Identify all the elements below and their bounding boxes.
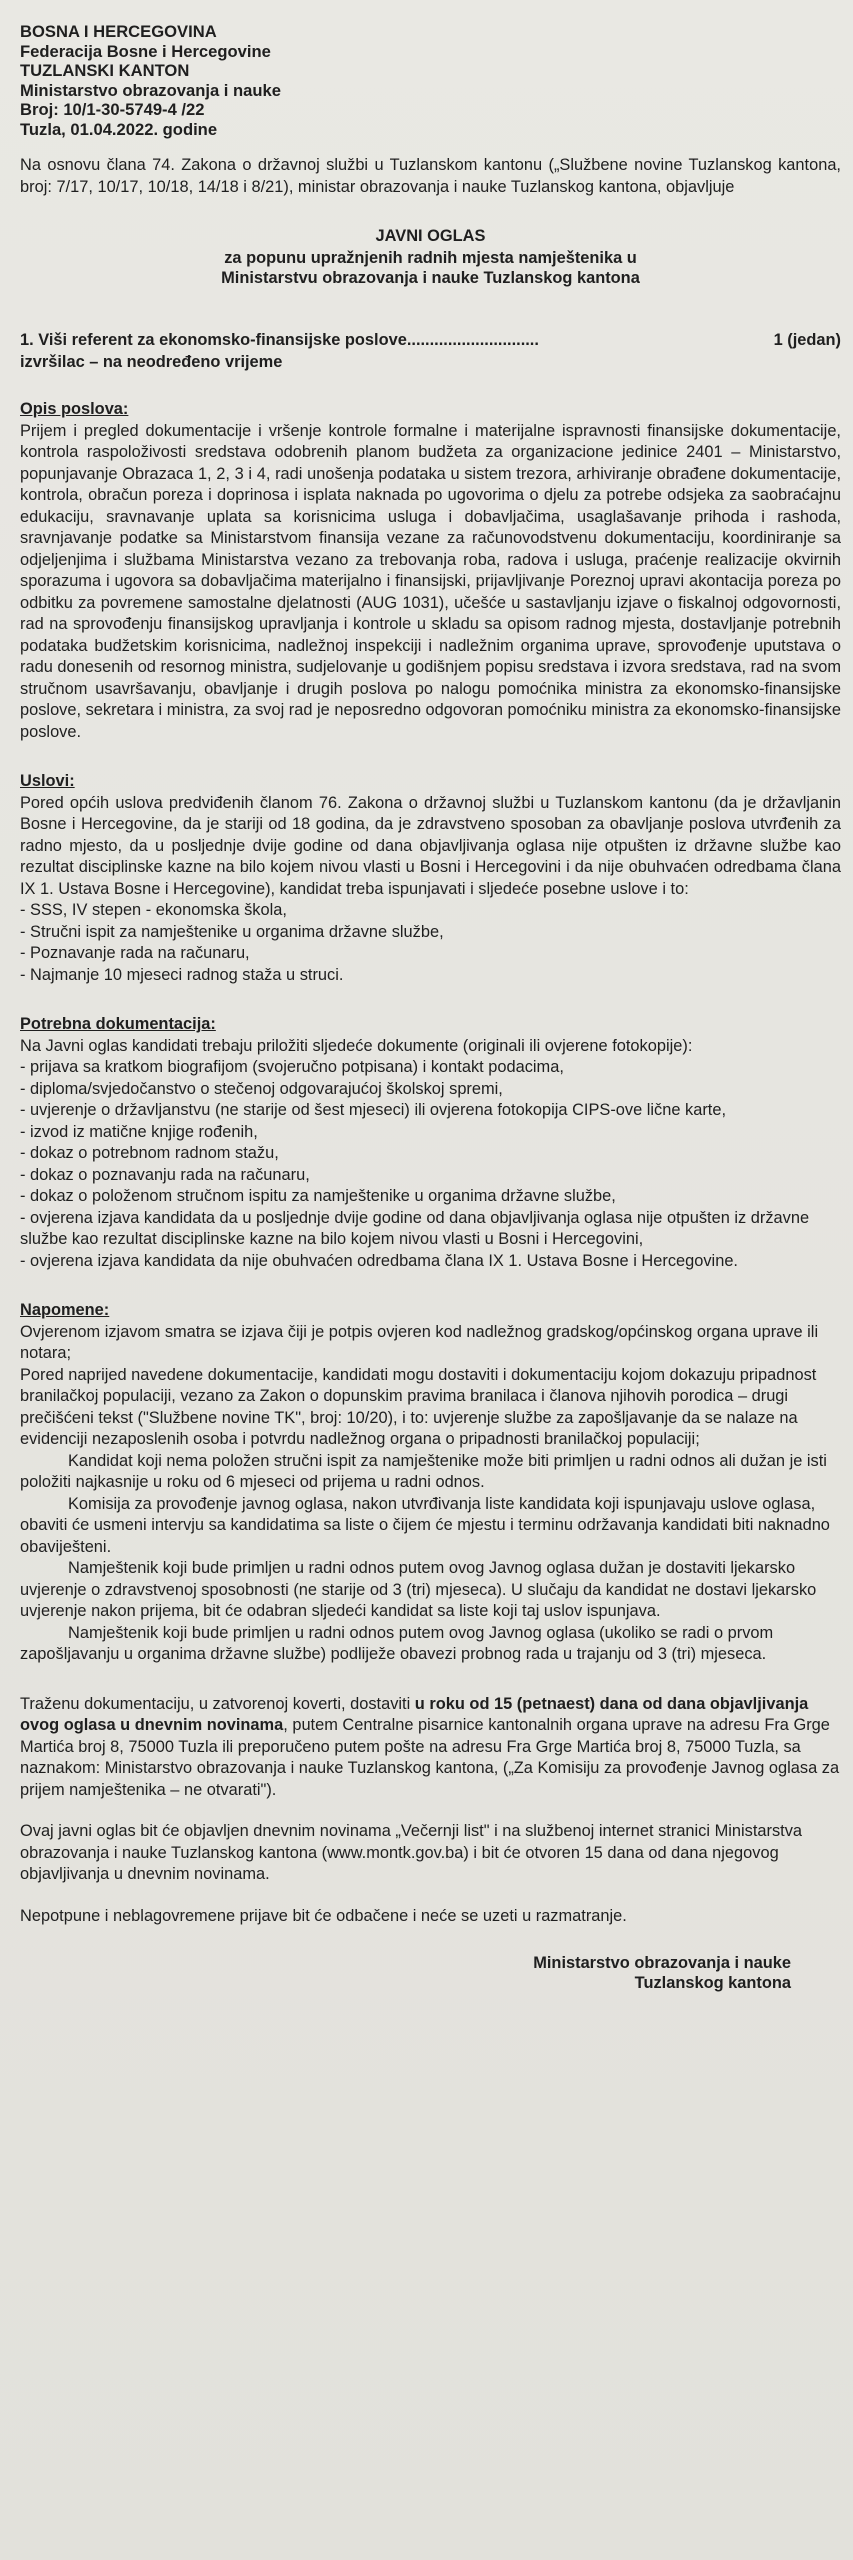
opis-heading: Opis poslova: [20,400,129,418]
list-item: - Poznavanje rada na računaru, [20,944,250,962]
napomene-p3: Kandidat koji nema položen stručni ispit za namještenike može biti primljen u radni odnos ali dužan je isti položiti najkasnije u roku od 6 mjeseci od prijema u radni odnos. [20,1451,827,1491]
list-item: - izvod iz matične knjige rođenih, [20,1122,258,1141]
uslovi-text: Pored općih uslova predviđenih članom 76. Zakona o državnoj službi u Tuzlanskom kantonu (da je državljanin Bosne i Hercegovine, da je stariji od 18 godina, da je zdravstveno sposoban za obavljanje poslova utvrđenih za radno mjesto, da u posljednje dvije godine od dana objavljivanja oglasa nije otpušten iz državne službe kao rezultat disciplinske kazne na bilo kojem nivou vlasti u Bosni i Hercegovini i da nije obuhvaćen odredbama člana IX 1. Ustava Bosne i Hercegovine), kandidat treba ispunjavati i sljedeće posebne uslove i to: [20,793,841,898]
list-item: - Najmanje 10 mjeseci radnog staža u struci. [20,965,344,984]
list-item: - prijava sa kratkom biografijom (svojeručno potpisana) i kontakt podacima, [20,1058,564,1076]
header-date: Tuzla, 01.04.2022. godine [20,119,218,139]
napomene-p4: Komisija za provođenje javnog oglasa, nakon utvrđivanja liste kandidata koji ispunjavaju uslove oglasa, obaviti će usmeni intervju sa kandidatima sa liste o čijem će mjestu i terminu održavanja kandidati biti naknadno obaviješteni. [20,1494,830,1556]
incomplete-notice: Nepotpune i neblagovremene prijave bit će odbačene i neće se uzeti u razmatranje. [20,1906,627,1925]
deadline-text-end: , putem Centralne pisarnice kantonalnih organa uprave na adresu Fra Grge Martića broj 8, 75000 Tuzla ili preporučeno putem pošte na adresu Fra Grge Martića broj 8, 75000 Tuzla, sa naznakom: Ministarstvo obrazovanja i nauke Tuzlanskog kantona, („Za Komisiju za provođenje Javnog oglasa za prijem namještenika – ne otvarati"). [20,1716,840,1799]
header-country: BOSNA I HERCEGOVINA [20,22,217,41]
position-block [20,330,841,373]
title-sub-2: Ministarstvu obrazovanja i nauke Tuzlanskog kantona [221,269,640,287]
deadline-text-start: Traženu dokumentaciju, u zatvorenoj koverti, dostaviti [20,1694,415,1713]
list-item: - ovjerena izjava kandidata da nije obuhvaćen odredbama člana IX 1. Ustava Bosne i Hercegovine. [20,1251,738,1270]
position-name: 1. Viši referent za ekonomsko-finansijske poslove............................. [20,331,539,349]
opis-text: Prijem i pregled dokumentacije i vršenje kontrole formalne i materijalne ispravnosti finansijske dokumentacije, kontrola raspoloživosti sredstava odobrenih planom budžeta za organizacione jedinice 2401 – Ministarstvo, popunjavanje Obrazaca 1, 2, 3 i 4, radi unošenja podataka u sistem trezora, arhiviranje obrađene dokumentacije, kontrola, obračun poreza i doprinosa i isplata naknada po ugovorima o djelu za potrebe odsjeka za saobraćajnu edukaciju, sravnavanje uplata sa korisnicima usluga i dobavljačima, usaglašavanje prihoda i rashoda, sravnjavanje podatke sa Ministarstvom finansija vezane za računovodstvenu dokumentaciju, koordiniranje sa odjeljenjima i službama Ministarstva vezano za trebovanja roba, radova i usluga, praćenje realizacije okvirnih sporazuma i ugovora sa dobavljačima materijalno i finansijski, prijavljivanje Poreznoj upravi akontacija poreza po odbitku za povremene samostalne djelatnosti (AUG 1031), učešće u sastavljanju izjave o fiskalnoj odgovornosti, rad na sprovođenju finansijskog upravljanja i kontrole u skladu sa opisom radnog mjesta, dostavljanje potrebnih podataka budžetskim korisnicima, nadležnoj inspekciji i nadležnim organima uprave, sprovođenje uputstava o radu donesenih od resornog ministra, sudjelovanje u godišnjem popisu sredstava i izvora sredstava, rad na svom stručnom usavršavanju, obavljanje i drugih poslova po nalogu pomoćnika ministra za ekonomsko-finansijske poslove, sekretara i ministra, za svoj rad je neposredno odgovoran pomoćniku ministra za ekonomsko-finansijske poslove. [20,421,841,741]
intro-paragraph: Na osnovu člana 74. Zakona o državnoj službi u Tuzlanskom kantonu („Službene novine Tuzlanskog kantona, broj: 7/17, 10/17, 10/18, 14/18 i 8/21), ministar obrazovanja i nauke Tuzlanskog kantona, objavljuje [20,156,841,196]
list-item: - dokaz o poznavanju rada na računaru, [20,1165,310,1184]
dokumentacija-section [20,1014,841,1272]
deadline-paragraph [20,1694,841,1802]
napomene-heading: Napomene: [20,1301,110,1319]
list-item: - diploma/svjedočanstvo o stečenoj odgovarajućoj školskoj spremi, [20,1079,503,1098]
uslovi-list [20,900,841,986]
list-item: - ovjerena izjava kandidata da u posljednje dvije godine od dana objavljivanja oglasa nije otpušten iz državne službe kao rezultat disciplinske kazne na bilo kojem nivou vlasti u Bosni i Hercegovini, [20,1208,810,1248]
list-item: - Stručni ispit za namještenike u organima državne službe, [20,922,444,941]
list-item: - dokaz o položenom stručnom ispitu za namještenike u organima državne službe, [20,1187,616,1205]
position-executor: izvršilac – na neodređeno vrijeme [20,352,283,371]
header-ministry: Ministarstvo obrazovanja i nauke [20,80,281,100]
signature-block [20,1953,841,1993]
list-item: - dokaz o potrebnom radnom stažu, [20,1144,279,1162]
title-main: JAVNI OGLAS [375,227,486,245]
header-federation: Federacija Bosne i Hercegovine [20,41,271,61]
napomene-p1: Ovjerenom izjavom smatra se izjava čiji je potpis ovjeren kod nadležnog gradskog/općinskog organa uprave ili notara; [20,1322,819,1362]
uslovi-section [20,771,841,986]
uslovi-heading: Uslovi: [20,772,75,790]
dokumentacija-text: Na Javni oglas kandidati trebaju priložiti sljedeće dokumente (originali ili ovjerene fotokopije): [20,1036,693,1055]
signature-line-2: Tuzlanskog kantona [634,1974,791,1992]
list-item: - SSS, IV stepen - ekonomska škola, [20,901,287,919]
title-sub-1: za popunu upražnjenih radnih mjesta namještenika u [224,249,637,267]
position-count: 1 (jedan) [773,331,841,349]
list-item: - uvjerenje o državljanstvu (ne starije od šest mjeseci) ili ovjerena fotokopija CIPS-ove lične karte, [20,1101,727,1119]
header-canton: TUZLANSKI KANTON [20,61,190,80]
napomene-p6: Namještenik koji bude primljen u radni odnos putem ovog Javnog oglasa (ukoliko se radi o prvom zapošljavanju u organima državne službe) podliježe obavezi probnog rada u trajanju od 3 (tri) mjeseca. [20,1623,774,1663]
notice-title [20,226,841,288]
dokumentacija-heading: Potrebna dokumentacija: [20,1015,216,1033]
publication-paragraph: Ovaj javni oglas bit će objavljen dnevnim novinama „Večernji list" i na službenoj internet stranici Ministarstva obrazovanja i nauke Tuzlanskog kantona (www.montk.gov.ba) i bit će otvoren 15 dana od dana njegovog objavljivanja u dnevnim novinama. [20,1822,803,1883]
header-number: Broj: 10/1-30-5749-4 /22 [20,100,205,119]
opis-section [20,399,841,743]
dokumentacija-list [20,1057,841,1272]
signature-line-1: Ministarstvo obrazovanja i nauke [533,1954,791,1972]
napomene-section [20,1300,841,1666]
napomene-p5: Namještenik koji bude primljen u radni odnos putem ovog Javnog oglasa dužan je dostaviti ljekarsko uvjerenje o zdravstvenoj sposobnosti (ne starije od 3 (tri) mjeseca). U slučaju da kandidat ne dostavi ljekarsko uvjerenje nakon prijema, bit će odabran sljedeći kandidat sa liste koji taj uslov ispunjava. [20,1559,817,1620]
deadline-bold: u roku od 15 (petnaest) dana od dana objavljivanja ovog oglasa u dnevnim novinama [20,1694,809,1734]
issuer-header [20,22,841,139]
napomene-p2: Pored naprijed navedene dokumentacije, kandidati mogu dostaviti i dokumentaciju kojom dokazuju pripadnost branilačkoj populaciji, vezano za Zakon o dopunskim pravima branilaca i članova njihovih porodica – drugi prečišćeni tekst ("Službene novine TK", broj: 10/20), i to: uvjerenje službe za zapošljavanje da se nalaze na evidenciji nezaposlenih osoba i potvrdu nadležnog organa o pripadnosti branilačkoj populaciji; [20,1365,817,1448]
